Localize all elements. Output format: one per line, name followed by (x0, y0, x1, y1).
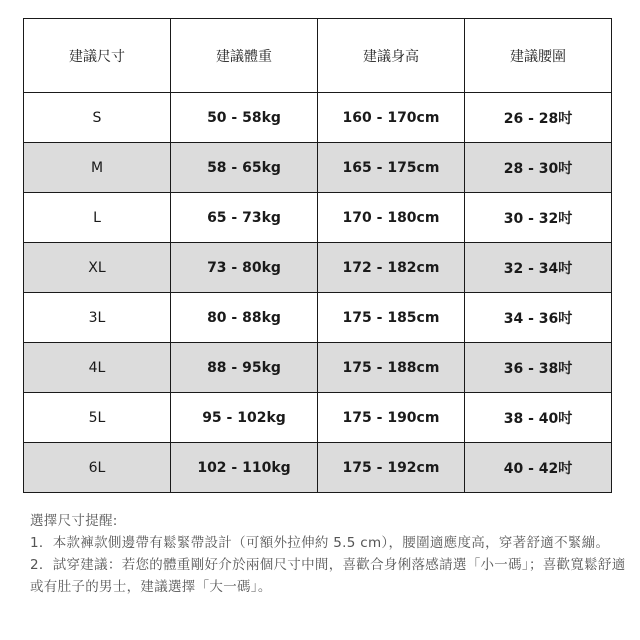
table-row (24, 193, 612, 243)
cell-size: 6L (24, 443, 171, 493)
cell-size: 3L (24, 293, 171, 343)
table-row (24, 293, 612, 343)
cell-size: S (24, 93, 171, 143)
cell-height: 165 - 175cm (318, 143, 465, 193)
cell-weight: 50 - 58kg (171, 93, 318, 143)
cell-waist: 30 - 32吋 (465, 193, 612, 243)
cell-size: 4L (24, 343, 171, 393)
cell-height: 170 - 180cm (318, 193, 465, 243)
cell-size: 5L (24, 393, 171, 443)
table-row (24, 143, 612, 193)
cell-height: 175 - 190cm (318, 393, 465, 443)
note-item: 1．本款褲款側邊帶有鬆緊帶設計（可額外拉伸約 5.5 cm），腰圍適應度高，穿著舒適不緊繃。 (30, 535, 610, 551)
table-row (24, 393, 612, 443)
header-size: 建議尺寸 (24, 19, 171, 93)
size-chart-table (23, 18, 612, 493)
table-row (24, 243, 612, 293)
notes-title: 選擇尺寸提醒: (30, 513, 118, 529)
size-notes (30, 510, 635, 598)
cell-weight: 65 - 73kg (171, 193, 318, 243)
cell-height: 175 - 192cm (318, 443, 465, 493)
cell-weight: 95 - 102kg (171, 393, 318, 443)
cell-height: 175 - 185cm (318, 293, 465, 343)
cell-height: 160 - 170cm (318, 93, 465, 143)
cell-weight: 73 - 80kg (171, 243, 318, 293)
cell-waist: 36 - 38吋 (465, 343, 612, 393)
cell-waist: 34 - 36吋 (465, 293, 612, 343)
cell-waist: 28 - 30吋 (465, 143, 612, 193)
cell-height: 175 - 188cm (318, 343, 465, 393)
cell-waist: 32 - 34吋 (465, 243, 612, 293)
header-waist: 建議腰圍 (465, 19, 612, 93)
note-item: 2．試穿建議：若您的體重剛好介於兩個尺寸中間，喜歡合身俐落感請選「小一碼」；喜歡寬鬆舒適或有肚子的男士，建議選擇「大一碼」。 (30, 557, 626, 595)
cell-height: 172 - 182cm (318, 243, 465, 293)
cell-weight: 80 - 88kg (171, 293, 318, 343)
cell-size: XL (24, 243, 171, 293)
cell-waist: 40 - 42吋 (465, 443, 612, 493)
header-height: 建議身高 (318, 19, 465, 93)
cell-waist: 38 - 40吋 (465, 393, 612, 443)
table-row (24, 443, 612, 493)
table-row (24, 343, 612, 393)
header-weight: 建議體重 (171, 19, 318, 93)
cell-weight: 58 - 65kg (171, 143, 318, 193)
cell-weight: 102 - 110kg (171, 443, 318, 493)
table-row (24, 93, 612, 143)
cell-size: L (24, 193, 171, 243)
cell-waist: 26 - 28吋 (465, 93, 612, 143)
cell-size: M (24, 143, 171, 193)
table-header-row (24, 19, 612, 93)
cell-weight: 88 - 95kg (171, 343, 318, 393)
